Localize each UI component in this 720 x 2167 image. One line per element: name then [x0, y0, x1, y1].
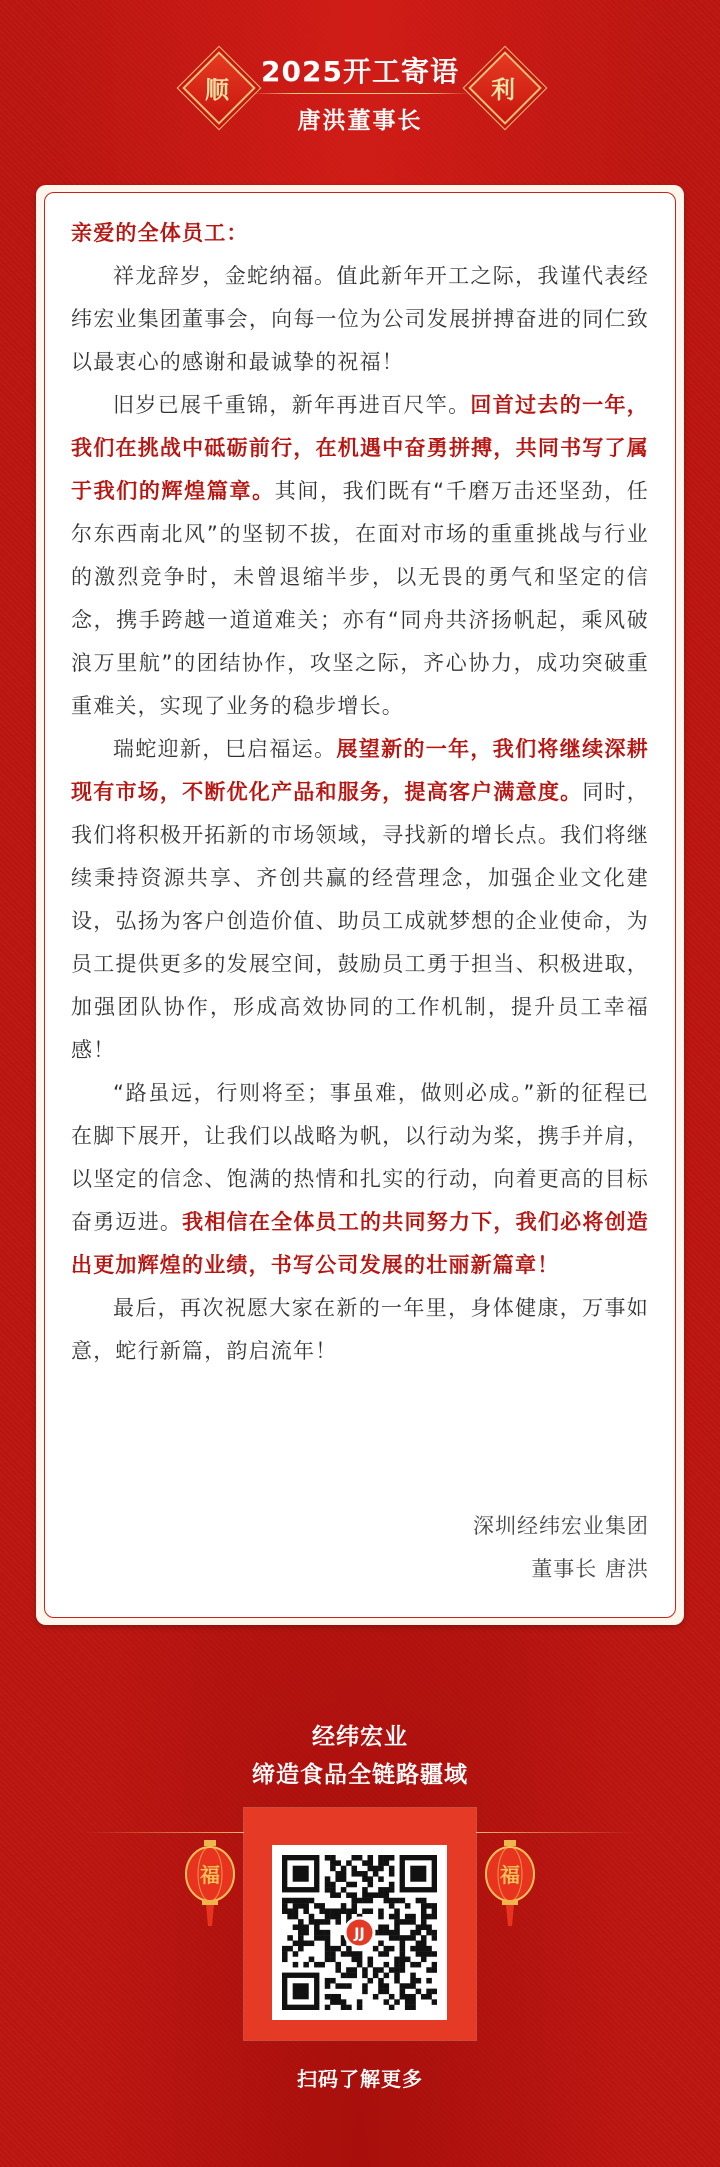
left-badge-text: 顺	[205, 76, 229, 104]
lantern-icon	[484, 1840, 536, 1928]
footer-brand: 经纬宏业	[312, 1724, 408, 1750]
paragraph-3-highlight: 展望新的一年，我们将继续深耕现有市场，不断优化产品和服务，提高客户满意度。	[71, 737, 649, 804]
footer-slogan	[0, 1718, 720, 1794]
paragraph-3	[71, 728, 649, 1072]
footer-deco-line-right	[475, 1832, 635, 1833]
right-badge-text: 利	[491, 76, 515, 104]
signature-title: 董事长 唐洪	[531, 1557, 649, 1581]
lantern-right-char: 福	[500, 1863, 520, 1887]
scan-label: 扫码了解更多	[297, 2067, 423, 2091]
paragraph-3-lead: 瑞蛇迎新，巳启福运。	[113, 737, 337, 761]
lantern-icon	[184, 1840, 236, 1928]
header	[0, 40, 720, 150]
qr-logo-text: JJ	[354, 1926, 365, 1942]
header-divider	[250, 93, 470, 94]
signature-company: 深圳经纬宏业集团	[473, 1514, 649, 1538]
lantern-left-char: 福	[200, 1863, 220, 1887]
paragraph-5: 最后，再次祝愿大家在新的一年里，身体健康，万事如意，蛇行新篇，韵启流年！	[71, 1296, 649, 1363]
paragraph-2	[71, 384, 649, 728]
paragraph-2-body: 其间，我们既有“千磨万击还坚劲，任尔东西南北风”的坚韧不拔，在面对市场的重重挑战与行业的激烈竞争时，未曾退缩半步，以无畏的勇气和坚定的信念，携手跨越一道道难关；亦有“同舟共济扬帆起，乘风破浪万里航”的团结协作，攻坚之际，齐心协力，成功突破重重难关，实现了业务的稳步增长。	[71, 479, 649, 718]
letter-body	[71, 212, 649, 1373]
footer-deco-line-left	[85, 1832, 245, 1833]
paragraph-3-body: 同时，我们将积极开拓新的市场领域，寻找新的增长点。我们将继续秉持资源共享、齐创共赢的经营理念，加强企业文化建设，弘扬为客户创造价值、助员工成就梦想的企业使命，为员工提供更多的发展空间，鼓励员工勇于担当、积极进取，加强团队协作，形成高效协同的工作机制，提升员工幸福感！	[71, 780, 649, 1062]
paragraph-4-highlight: 我相信在全体员工的共同努力下，我们必将创造出更加辉煌的业绩，书写公司发展的壮丽新篇章！	[71, 1210, 650, 1277]
page-subtitle: 唐洪董事长	[297, 108, 423, 134]
signature	[71, 1505, 649, 1591]
paragraph-4	[71, 1072, 649, 1287]
page-title: 2025开工寄语	[261, 55, 459, 88]
letter-greeting: 亲爱的全体员工：	[71, 221, 249, 245]
paragraph-1: 祥龙辞岁，金蛇纳福。值此新年开工之际，我谨代表经纬宏业集团董事会，向每一位为公司发展拼搏奋进的同仁致以最衷心的感谢和最诚挚的祝福！	[71, 264, 649, 374]
footer-tagline: 缔造食品全链路疆域	[252, 1762, 468, 1788]
paragraph-4-body: “路虽远，行则将至；事虽难，做则必成。”新的征程已在脚下展开，让我们以战略为帆，以行动为桨，携手并肩，以坚定的信念、饱满的热情和扎实的行动，向着更高的目标奋勇迈进。	[71, 1081, 649, 1234]
paragraph-2-lead: 旧岁已展千重锦，新年再进百尺竿。	[113, 393, 471, 417]
paragraph-2-highlight: 回首过去的一年，我们在挑战中砥砺前行，在机遇中奋勇拼搏，共同书写了属于我们的辉煌篇章。	[71, 393, 649, 503]
qr-code[interactable]	[282, 1855, 437, 2010]
